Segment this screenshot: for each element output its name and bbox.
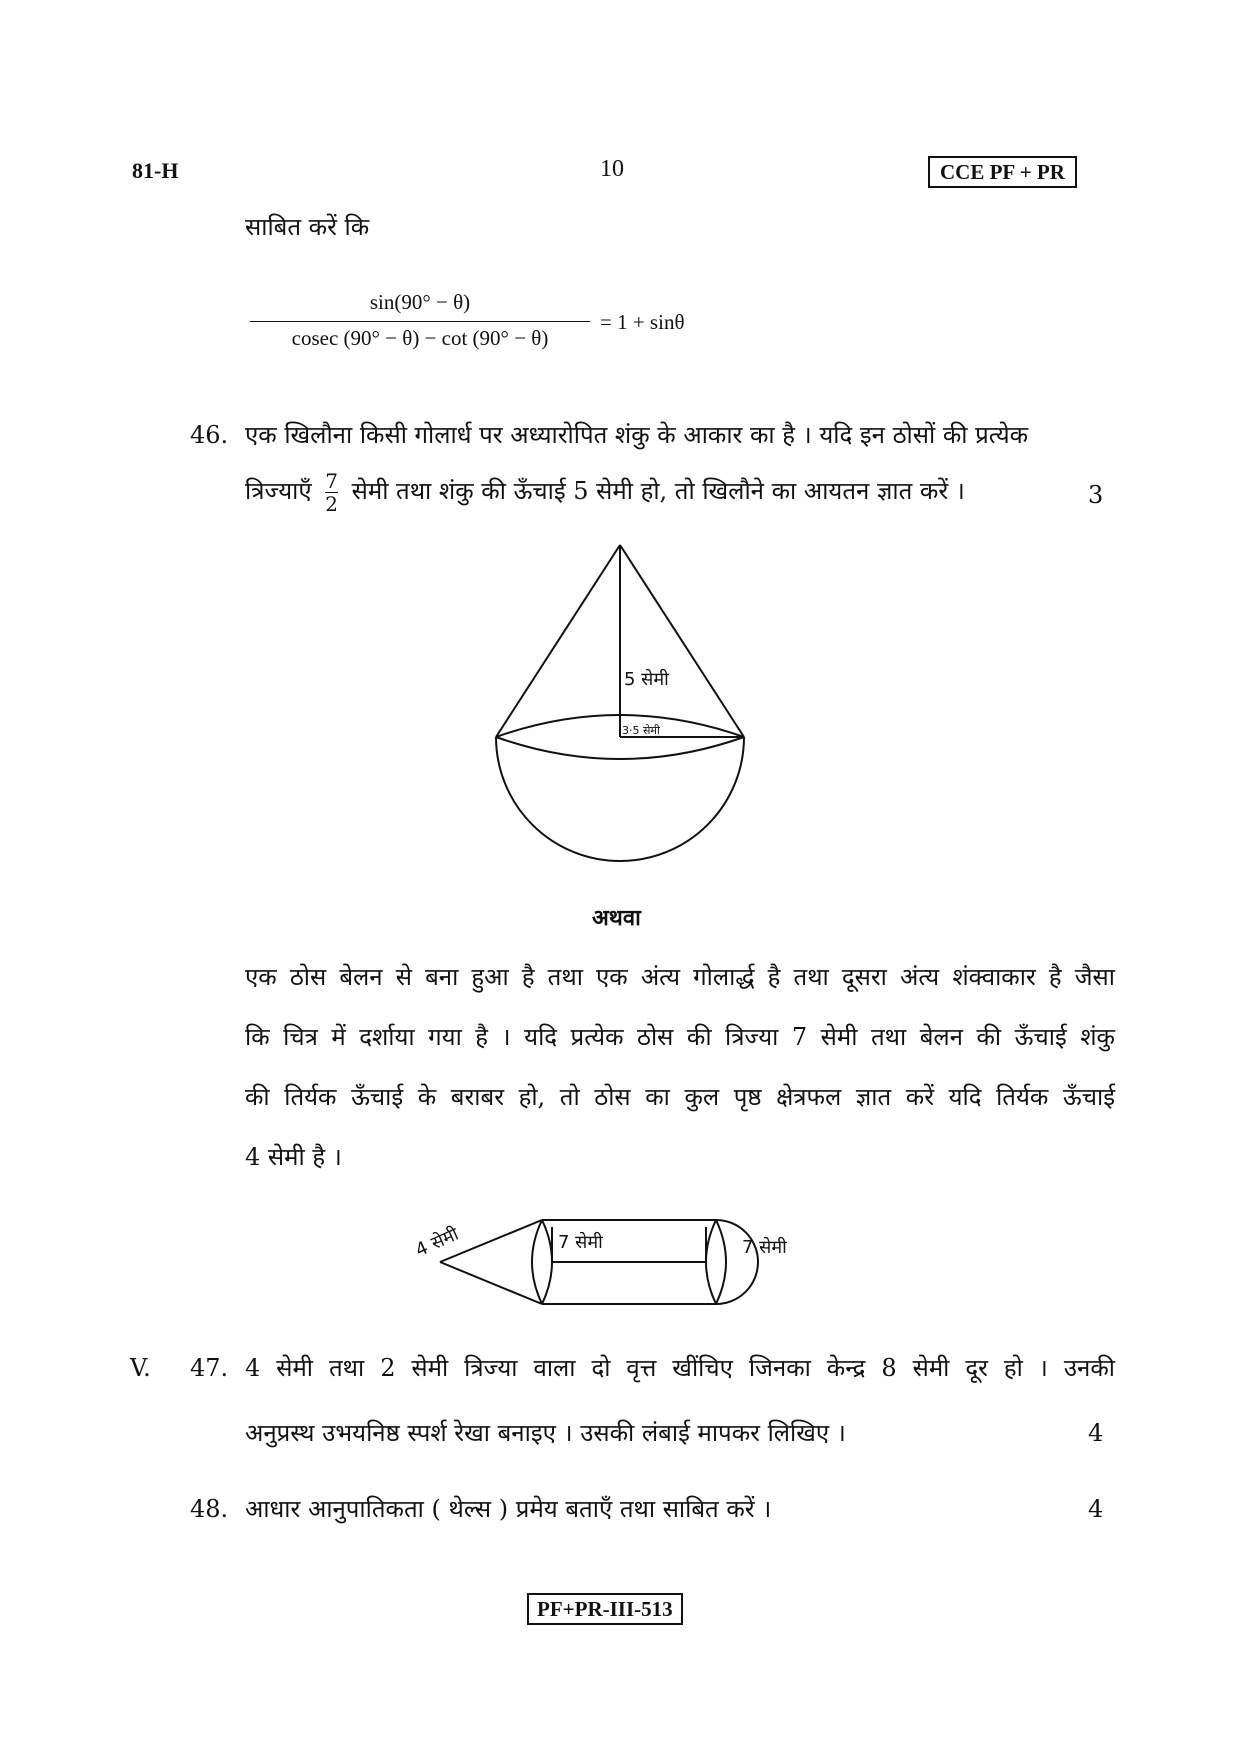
left-ellipse-front: [542, 1220, 552, 1304]
hemisphere-arc: [496, 737, 744, 861]
equation-denominator: cosec (90° − θ) − cot (90° − θ): [291, 326, 549, 350]
right-ellipse-front: [716, 1220, 726, 1304]
q46-alt-line1: एक ठोस बेलन से बना हुआ है तथा एक अंत्य गोलार्द्ध है तथा दूसरा अंत्य शंक्वाकार है जैसा: [245, 963, 1115, 991]
slant-height-label: 4 सेमी: [412, 1223, 462, 1262]
q47-line1: 4 सेमी तथा 2 सेमी त्रिज्या वाला दो वृत्त खींचिए जिनका केन्द्र 8 सेमी दूर हो । उनकी: [245, 1354, 1115, 1382]
hemisphere-radius-label: 7 सेमी: [742, 1237, 787, 1258]
right-ellipse-back: [706, 1220, 716, 1304]
cone-bottom-edge: [440, 1262, 542, 1304]
height-label: 5 सेमी: [624, 669, 669, 690]
cone-cylinder-hemisphere-figure: [412, 1205, 820, 1315]
base-ellipse-bottom: [496, 737, 744, 759]
left-ellipse-back: [532, 1220, 542, 1304]
q48-marks: 4: [1088, 1495, 1104, 1523]
fraction-numerator: 7: [325, 469, 338, 493]
seven-halves-fraction: [325, 470, 338, 515]
section-label: V.: [130, 1354, 151, 1382]
q46-alt-line4: 4 सेमी है ।: [245, 1143, 342, 1171]
paper-code: 81-H: [132, 158, 179, 183]
q46-marks: 3: [1088, 481, 1104, 509]
q46-line2: [245, 470, 965, 515]
q47-line2: अनुप्रस्थ उभयनिष्ठ स्पर्श रेखा बनाइए । उसकी लंबाई मापकर लिखिए ।: [245, 1419, 846, 1447]
page-number: 10: [600, 156, 624, 182]
q46-line1: एक खिलौना किसी गोलार्ध पर अध्यारोपित शंकु के आकार का है । यदि इन ठोसों की प्रत्येक: [245, 421, 1029, 449]
or-label: अथवा: [592, 905, 641, 931]
fraction-denominator: 2: [325, 492, 338, 516]
q46-alt-line3: की तिर्यक ऊँचाई के बराबर हो, तो ठोस का कुल पृष्ठ क्षेत्रफल ज्ञात करें यदि तिर्यक ऊँचाई: [245, 1083, 1115, 1111]
cone-left-edge: [496, 545, 620, 737]
question-number-48: 48.: [190, 1495, 229, 1523]
q46-alt-line2: कि चित्र में दर्शाया गया है । यदि प्रत्येक ठोस की त्रिज्या 7 सेमी तथा बेलन की ऊँचाई शंकु: [245, 1023, 1115, 1051]
prove-text: साबित करें कि: [245, 213, 370, 241]
question-number-46: 46.: [190, 421, 229, 449]
equation-fraction: [250, 290, 590, 351]
radius-label: 3·5 सेमी: [622, 724, 660, 737]
cylinder-radius-label: 7 सेमी: [558, 1232, 603, 1253]
series-badge: CCE PF + PR: [928, 156, 1077, 188]
cone-hemisphere-figure: [490, 535, 760, 865]
q47-marks: 4: [1088, 1419, 1104, 1447]
hemisphere-cap: [716, 1220, 758, 1304]
q46-line2-post: सेमी तथा शंकु की ऊँचाई 5 सेमी हो, तो खिलौने का आयतन ज्ञात करें ।: [351, 477, 965, 505]
cone-right-edge: [620, 545, 744, 737]
equation-numerator: sin(90° − θ): [369, 290, 471, 314]
fraction-bar: [250, 321, 590, 322]
question-number-47: 47.: [190, 1354, 229, 1382]
equation-rhs: = 1 + sinθ: [600, 310, 685, 334]
q48-line1: आधार आनुपातिकता ( थेल्स ) प्रमेय बताएँ तथा साबित करें ।: [245, 1495, 772, 1523]
footer-code: PF+PR-III-513: [527, 1593, 683, 1625]
q46-line2-pre: त्रिज्याएँ: [245, 477, 312, 505]
